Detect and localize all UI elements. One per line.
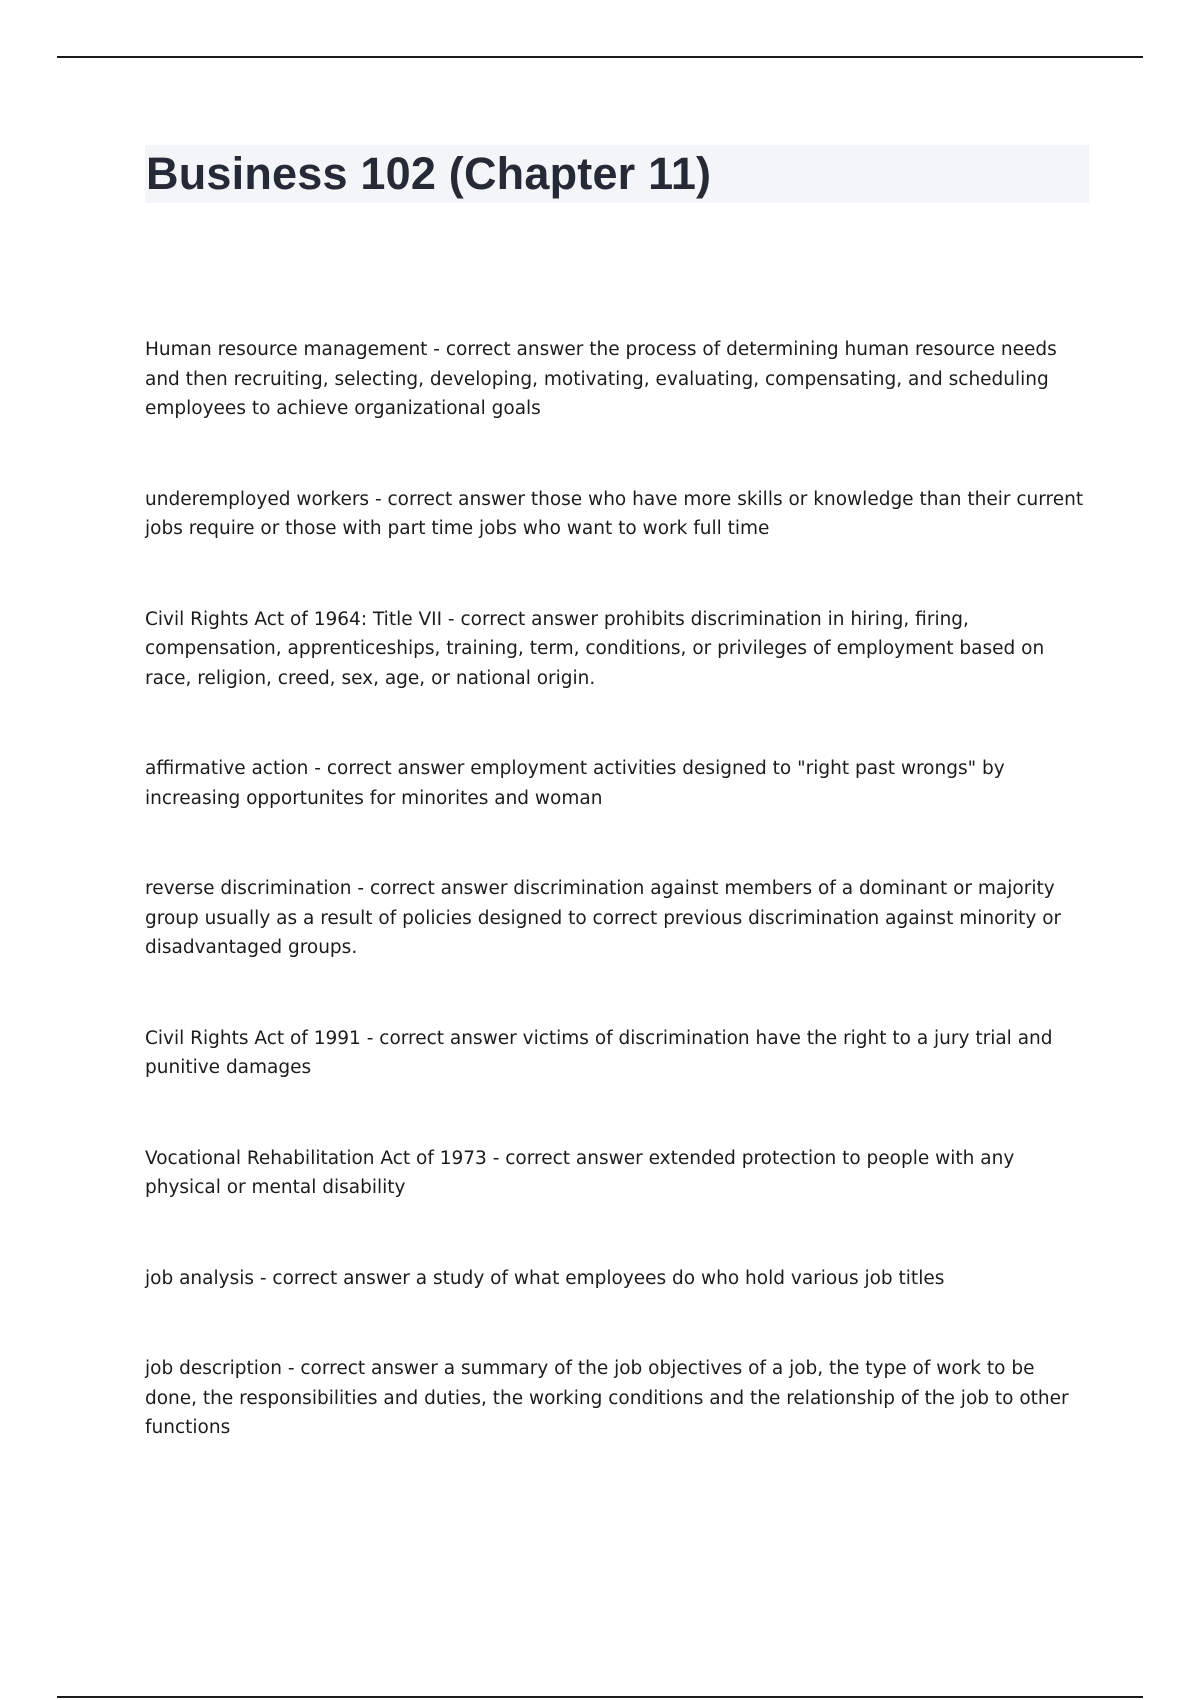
flashcard-entry: underemployed workers - correct answer those who have more skills or knowledge than their current jobs require or those with part time jobs who want to work full time xyxy=(145,488,1084,539)
document-title: Business 102 (Chapter 11) xyxy=(146,148,712,199)
flashcard-entry: job analysis - correct answer a study of what employees do who hold various job titles xyxy=(145,1267,945,1289)
flashcard-entry: reverse discrimination - correct answer discrimination against members of a dominant or majority group usually as a result of policies designed to correct previous discrimination against minority or disadvantaged groups. xyxy=(145,878,1062,958)
top-divider xyxy=(57,56,1143,58)
bottom-divider xyxy=(57,1696,1143,1698)
flashcard-list xyxy=(145,335,1090,1504)
flashcard-entry: Human resource management - correct answer the process of determining human resource needs and then recruiting, selecting, developing, motivating, evaluating, compensating, and scheduling employees to achieve organizational goals xyxy=(145,339,1057,419)
flashcard-entry: Civil Rights Act of 1964: Title VII - correct answer prohibits discrimination in hiring, firing, compensation, apprenticeships, training, term, conditions, or privileges of employment based on race, religion, creed, sex, age, or national origin. xyxy=(145,608,1045,689)
flashcard-entry: Civil Rights Act of 1991 - correct answer victims of discrimination have the right to a jury trial and punitive damages xyxy=(145,1027,1053,1078)
flashcard-entry: Vocational Rehabilitation Act of 1973 - correct answer extended protection to people with any physical or mental disability xyxy=(145,1147,1015,1198)
flashcard-entry: affirmative action - correct answer employment activities designed to "right past wrongs" by increasing opportunites for minorites and woman xyxy=(145,758,1005,809)
flashcard-entry: job description - correct answer a summary of the job objectives of a job, the type of work to be done, the responsibilities and duties, the working conditions and the relationship of the job to other functions xyxy=(145,1358,1069,1438)
